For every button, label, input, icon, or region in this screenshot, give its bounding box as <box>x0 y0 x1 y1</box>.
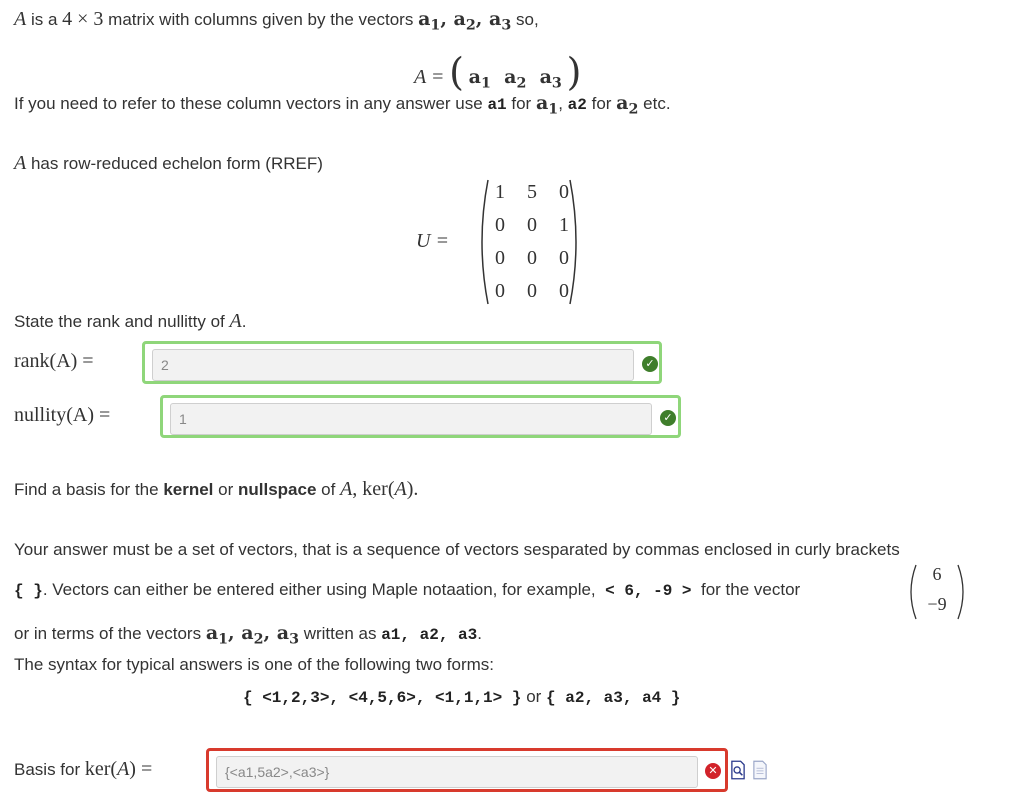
var-a-rank: A <box>229 310 242 332</box>
intro-so: so, <box>515 10 539 29</box>
refer-code-a2: a2 <box>567 96 587 114</box>
instructions-code: a1, a2, a3 <box>381 626 478 644</box>
u-matrix <box>474 176 584 308</box>
refer-vec-a1: $a_1$ <box>535 92 559 118</box>
basis-input[interactable]: {<a1,5a2>,<a3>} <box>216 756 698 788</box>
u-cell: 0 <box>495 214 505 236</box>
column-vectors: $a_1$ $a_2$ $a_3$ <box>468 66 562 92</box>
x-circle-icon: ✕ <box>705 763 721 779</box>
intro-line <box>14 8 539 33</box>
instructions-line1: Your answer must be a set of vectors, that is a sequence of vectors sesparated by commas enclosed in curly brackets <box>14 540 900 559</box>
refer-for-1: for <box>511 94 532 113</box>
refer-suffix: etc. <box>643 94 671 113</box>
instructions-line3a: or in terms of the vectors <box>14 624 202 643</box>
u-cell: 0 <box>495 247 505 269</box>
example-code: < 6, -9 > <box>605 582 692 600</box>
kernel-bold: kernel <box>163 480 214 499</box>
syntax-forms <box>243 687 680 707</box>
syntax-line: The syntax for typical answers is one of the following two forms: <box>14 655 494 674</box>
u-cell: 0 <box>527 247 537 269</box>
var-a: A <box>14 8 27 30</box>
kernel-text1: Find a basis for the <box>14 480 159 499</box>
refer-vec-a2: $a_2$ <box>616 92 639 118</box>
check-circle-icon: ✓ <box>660 410 676 426</box>
instructions-line2a: . Vectors can either be entered either using Maple notaation, for example, <box>42 580 596 599</box>
preview-document-icon[interactable] <box>731 760 745 780</box>
syntax-or: or <box>526 687 542 706</box>
var-a-rref: A <box>14 152 27 174</box>
basis-label <box>14 758 152 781</box>
u-cell: 1 <box>559 214 569 236</box>
intro-dims: 4 × 3 <box>62 8 104 30</box>
u-cell: 1 <box>495 181 505 203</box>
basis-label-math: ker(A) = <box>84 758 153 780</box>
u-cell: 0 <box>495 280 505 302</box>
syntax-form2: { a2, a3, a4 } <box>546 689 681 707</box>
u-cell: 0 <box>559 280 569 302</box>
instructions-line3b: written as <box>303 624 377 643</box>
refer-line <box>14 92 671 117</box>
intro-matrix-with: matrix with columns given by the vectors <box>108 10 414 29</box>
refer-prefix: If you need to refer to these column vectors in any answer use <box>14 94 483 113</box>
rank-answer-box <box>142 341 662 384</box>
equation-lhs: A = <box>414 66 445 88</box>
rank-prompt-text: State the rank and nullitty of <box>14 312 225 331</box>
braces-code: { } <box>14 582 43 600</box>
instructions-line3 <box>14 622 482 647</box>
u-cell: 5 <box>527 181 537 203</box>
left-paren: ( <box>449 50 464 94</box>
rref-label <box>14 152 323 175</box>
u-matrix-table <box>484 176 580 308</box>
refer-code-a1: a1 <box>487 96 507 114</box>
example-vector-bottom: −9 <box>927 594 947 614</box>
help-document-icon[interactable] <box>753 760 767 780</box>
refer-sep: , <box>558 94 563 113</box>
u-cell: 0 <box>559 247 569 269</box>
rref-text: has row-reduced echelon form (RREF) <box>30 154 323 173</box>
nullity-label: nullity(A) = <box>14 404 111 426</box>
kernel-math: A, ker(A). <box>340 478 419 500</box>
check-circle-icon: ✓ <box>642 356 658 372</box>
refer-for-2: for <box>591 94 612 113</box>
example-vector <box>904 562 970 622</box>
u-equals: U = <box>416 230 449 252</box>
instructions-line3c: . <box>477 624 482 643</box>
u-cell: 0 <box>527 214 537 236</box>
basis-label-text: Basis for <box>14 760 81 779</box>
u-cell: 0 <box>559 181 569 203</box>
instructions-line2 <box>14 580 800 600</box>
example-vector-top: 6 <box>932 564 942 584</box>
kernel-question <box>14 478 418 501</box>
syntax-form1: { <1,2,3>, <4,5,6>, <1,1,1> } <box>243 689 522 707</box>
basis-answer-box <box>206 748 728 792</box>
nullity-input[interactable]: 1 <box>170 403 652 435</box>
instructions-vecs: $a_1$, $a_2$, $a_3$ <box>205 622 299 648</box>
intro-is-a: is a <box>30 10 58 29</box>
kernel-of: of <box>321 480 336 499</box>
nullity-answer-box <box>160 395 681 438</box>
intro-vec-list: $a_1$, $a_2$, $a_3$ <box>418 8 512 34</box>
rank-prompt: State the rank and nullitty of A. <box>14 310 247 332</box>
u-cell: 0 <box>527 280 537 302</box>
kernel-or: or <box>218 480 234 499</box>
right-paren: ) <box>566 50 582 94</box>
instructions-line2b: for the vector <box>700 580 801 599</box>
rank-input[interactable]: 2 <box>152 349 634 381</box>
nullspace-bold: nullspace <box>238 480 317 499</box>
matrix-a-equation <box>414 44 582 94</box>
rank-label: rank(A) = <box>14 350 94 372</box>
